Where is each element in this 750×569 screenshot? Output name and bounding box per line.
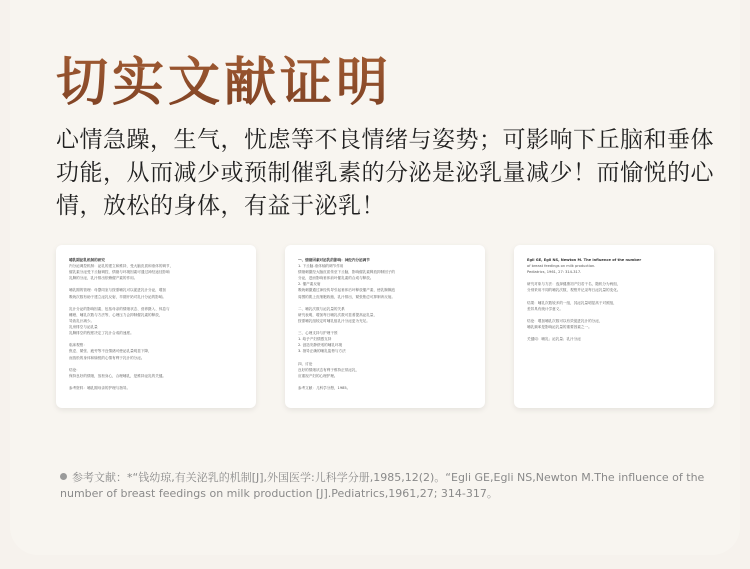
document-line: 乳腺排空的程度决定了乳汁合成的速度。	[69, 331, 134, 336]
document-line: 1. 给予产妇情感支持	[298, 337, 332, 342]
document-line: 哺乳期的管理：母婴同室与按需哺乳可以促进乳汁分泌，增加	[69, 288, 167, 293]
document-line: Egli GE, Egli NS, Newton M. The influence of the number	[527, 258, 642, 262]
bullet-dot-icon	[60, 473, 67, 480]
document-line: 结果：哺乳次数较多的一组，其泌乳量明显高于对照组，	[527, 300, 617, 305]
reference-text: *“钱幼琼,有关泌乳的机制[J],外国医学:儿科学分册,1985,12(2)。“Egli GE,Egli NS,Newton M.The influence of the number of breast feedings on milk production [J].Pediatrics,1961,27; 314-317。	[60, 471, 705, 500]
document-scan-1	[56, 245, 256, 408]
document-text	[298, 257, 472, 391]
content-card	[10, 0, 740, 555]
document-line: 周围的肌上皮细胞收缩，乳汁排出，紧张焦虑可抑制该反射。	[298, 294, 396, 299]
document-line: 结论：	[69, 367, 80, 372]
page-title: 切实文献证明	[56, 48, 392, 118]
document-line: Pediatrics, 1961, 27: 314-317.	[527, 270, 582, 275]
document-line: 二、哺乳次数与泌乳量的关系	[298, 306, 345, 311]
document-line: 导致乳汁减少。	[69, 318, 95, 323]
document-line: 临床观察：	[69, 343, 87, 348]
document-scan-3	[514, 245, 714, 408]
document-line: 3. 指导正确的哺乳姿势与方法	[298, 349, 346, 354]
document-line: 吸吮次数有助于建立泌乳反射，早期开奶对乳汁分泌的影响。	[69, 294, 167, 299]
document-line: 乳腺的分泌，乳汁排出依赖催产素的作用。	[69, 276, 138, 281]
document-line: 应重视产妇的心理护理。	[298, 373, 338, 378]
document-line: 分别采用不同的哺乳次数，观察并记录每日泌乳量的变化。	[527, 288, 621, 293]
document-text	[527, 257, 701, 342]
document-scan-2	[285, 245, 485, 408]
document-line: 1. 下丘脑-垂体轴的调节作用	[298, 264, 344, 269]
document-line: 吸吮刺激通过神经传导引起垂体后叶释放催产素，使乳腺腺泡	[298, 288, 396, 293]
document-line: of breast feedings on milk production.	[527, 264, 596, 269]
document-line: 三、心理支持与护理干预	[298, 331, 338, 336]
document-line: 而放松的身体和愉悦的心情有利于乳汁的分泌。	[69, 355, 145, 360]
document-line: 内分泌调控机制：泌乳的建立和维持，受大脑皮质和垂体的调节，	[69, 264, 174, 269]
document-line: 参考文献：儿科学分册，1985。	[298, 385, 351, 390]
document-line: 2. 催产素反射	[298, 282, 321, 287]
document-line: 乳房排空与泌乳量	[69, 325, 98, 330]
document-line: 分泌，进而影响垂体前叶催乳素的合成与释放。	[298, 276, 374, 281]
document-scans	[56, 245, 716, 408]
document-line: 一、情绪因素对泌乳的影响：神经内分泌调节	[298, 258, 370, 262]
document-line: 按需哺乳组较定时哺乳组乳汁分泌更为充足。	[298, 318, 370, 323]
document-line: 参考资料：哺乳期母亲的护理与指导。	[69, 385, 131, 390]
document-line: 乳汁分泌的影响因素，包括母亲的情绪状态、营养摄入、休息与	[69, 306, 170, 311]
reference-label: 参考文献：	[72, 471, 127, 484]
document-line: 差异具有统计学意义。	[527, 306, 563, 311]
body-paragraph: 心情急躁，生气，忧虑等不良情绪与姿势；可影响下丘脑和垂体功能，从而减少或预制催乳素的分泌是泌乳量减少！而愉悦的心情，放松的身体，有益于泌乳！	[56, 127, 714, 219]
document-line: 催乳素分泌受下丘脑调控，情绪与环境因素可通过神经途径影响	[69, 270, 170, 275]
document-line: 保持良好的情绪，放松身心，合理哺乳，是维持泌乳的关键。	[69, 373, 167, 378]
document-line: 情绪刺激经大脑皮质传至下丘脑，影响催乳素释放抑制因子的	[298, 270, 396, 275]
document-line: 焦虑、紧张、疲劳等不良情绪可使泌乳量明显下降，	[69, 349, 152, 354]
document-line: 哺乳频率是影响泌乳量的重要因素之一。	[527, 325, 592, 330]
document-line: 哺乳期泌乳机制的研究	[69, 258, 105, 262]
document-line: 良好的情绪状态有利于维持正常泌乳，	[298, 367, 360, 372]
document-line: 结论：增加哺乳次数可以有效促进乳汁的分泌，	[527, 318, 603, 323]
document-line: 2. 创造安静舒适的哺乳环境	[298, 343, 343, 348]
document-text	[69, 257, 243, 391]
reference-note	[60, 470, 710, 502]
document-line: 关键词：哺乳；泌乳量；乳汁分泌	[527, 337, 581, 342]
document-line: 四、讨论	[298, 361, 313, 366]
document-line: 睡眠、哺乳次数与方法等，心理压力会抑制催乳素的释放，	[69, 312, 163, 317]
document-line: 研究对象与方法：选择健康初产妇若干名，随机分为两组，	[527, 282, 621, 287]
document-line: 研究表明，增加每日哺乳次数可显著提高泌乳量，	[298, 312, 378, 317]
